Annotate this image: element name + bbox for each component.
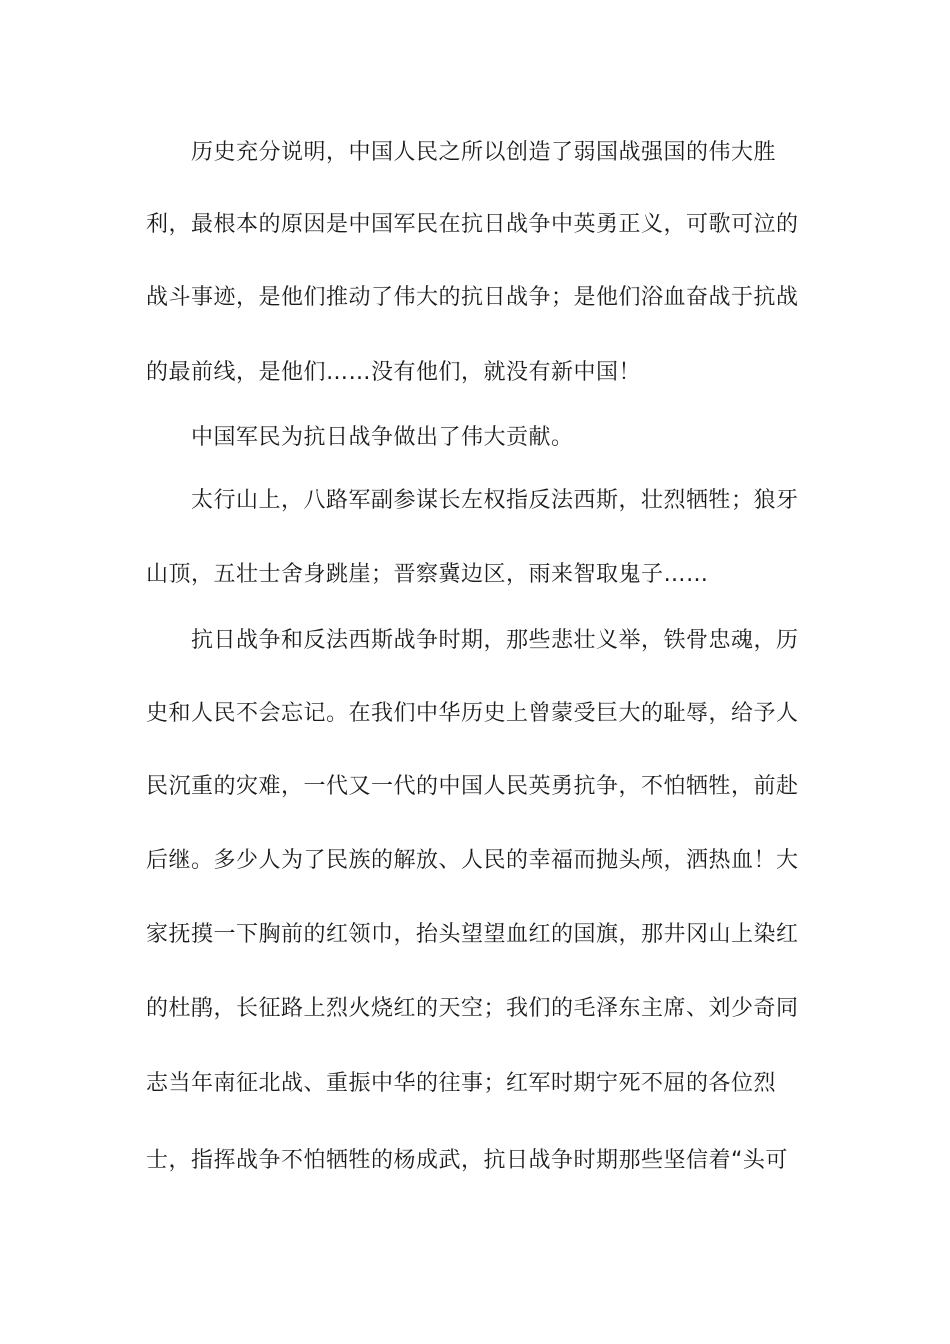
- text-line: 后继。多少人为了民族的解放、人民的幸福而抛头颅，洒热血！大: [146, 848, 799, 873]
- text-line: 太行山上，八路军副参谋长左权指反法西斯，壮烈牺牲；狼牙: [191, 488, 799, 513]
- text-line: 的杜鹃，长征路上烈火烧红的天空；我们的毛泽东主席、刘少奇同: [146, 996, 799, 1021]
- text-line: 志当年南征北战、重振中华的往事；红军时期宁死不屈的各位烈: [146, 1071, 777, 1096]
- text-line: 史和人民不会忘记。在我们中华历史上曾蒙受巨大的耻辱，给予人: [146, 701, 799, 726]
- text-line: 历史充分说明，中国人民之所以创造了弱国战强国的伟大胜: [191, 140, 777, 165]
- text-line: 战斗事迹，是他们推动了伟大的抗日战争；是他们浴血奋战于抗战: [146, 285, 799, 310]
- text-line: 中国军民为抗日战争做出了伟大贡献。: [191, 425, 574, 450]
- text-line: 的最前线，是他们……没有他们，就没有新中国！: [146, 360, 642, 385]
- text-line: 山顶，五壮士舍身跳崖；晋察冀边区，雨来智取鬼子……: [146, 562, 709, 587]
- text-line: 士，指挥战争不怕牺牲的杨成武，抗日战争时期那些坚信着“头可: [146, 1148, 788, 1173]
- text-line: 抗日战争和反法西斯战争时期，那些悲壮义举，铁骨忠魂，历: [191, 628, 799, 653]
- text-line: 民沉重的灾难，一代又一代的中国人民英勇抗争，不怕牺牲，前赴: [146, 774, 799, 799]
- text-line: 家抚摸一下胸前的红领巾，抬头望望血红的国旗，那井冈山上染红: [146, 922, 799, 947]
- text-line: 利，最根本的原因是中国军民在抗日战争中英勇正义，可歌可泣的: [146, 212, 799, 237]
